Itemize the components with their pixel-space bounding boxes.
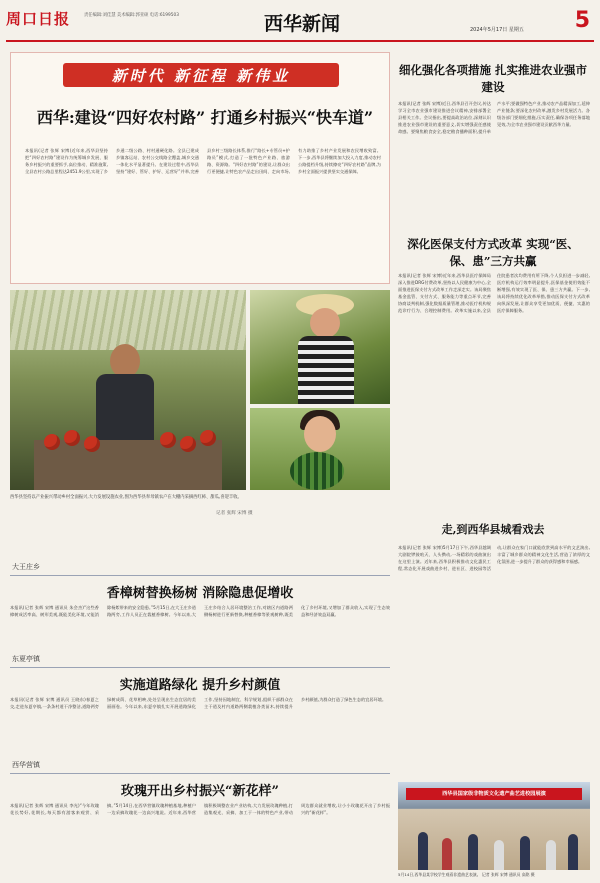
tomato [84,436,100,452]
section-label-dongxiating: 东夏亭镇 [12,655,40,663]
issue-date: 2024年5月17日 星期五 [470,27,524,33]
headline-camphor-trees: 香樟树替换杨树 消除隐患促增收 [106,586,294,601]
lead-story [10,52,390,284]
student [468,834,478,870]
story-headline-opera: 走,到西华县城看戏去 [441,523,545,536]
tomato [180,436,196,452]
photo-caption: 西华县坚持以产业振兴带动乡村全面振兴,大力发展设施农业,图为西华县奉母镇农户在大棚内采摘西红柿、甜瓜,喜迎丰收。 [10,495,242,500]
farmer-head [110,344,140,378]
bottom-photo-caption: 5月14日,西华县某学校学生观看非遗曲艺表演。 记者 张辉 宋博 通讯员 高铭 摄 [398,872,535,877]
story-headline-medical-insurance: 深化医保支付方式改革 实现“医、保、患”三方共赢 [407,237,579,268]
story-body-opera: 本报讯(记者 张辉 宋博)5月17日下午,西华县越调大剧院锣鼓喧天、人头攒动,一场精彩的戏曲演出在这里上演。近年来,西华县积极推动文化惠民工程,常态化开展戏曲进乡村、进社区、进校园等活动,让群众在家门口就能欣赏到高水平的文艺演出,丰富了城乡群众的精神文化生活,营造了浓厚的文化氛围,进一步提升了群众的获得感和幸福感。 [398,545,590,572]
photo-woman-harvest [250,290,390,404]
photo-girl-melon [250,408,390,490]
section-title: 西华新闻 [264,13,341,35]
section-divider [10,667,390,668]
greenhouse-roof [10,290,246,350]
body-road-greening: 本报讯(记者 张辉 宋博 通讯员 王晓东)春夏之交,走进东夏亭镇,一条条村道干净整洁,道路两旁绿树成荫、花草相映,处处呈现出生态宜居的美丽画卷。今年以来,东夏亭镇扎实开展道路绿化工作,坚持因地制宜、科学规划,组织干部群众在主干道及村内道路两侧栽植各类苗木,持续提升乡村颜值,为群众打造了绿色生态的宜居环境。 [10,697,387,710]
watermelon [290,452,344,490]
event-banner-text: 西华县国家级非物质文化遗产曲艺进校园展演 [442,791,546,797]
section-label-xihuaying: 西华营镇 [12,761,40,769]
photo-collage [10,290,390,518]
event-banner [406,788,582,800]
story-body-medical-insurance: 本报讯(记者 张辉 宋博)近年来,西华县医疗保障局深入推进DRG付费改革,坚持以人民健康为中心,全面推进医保支付方式改革工作走深走实。该局聚焦基金监管、支付方式、服务能力等重点环节,完善协商谈判机制,强化数据质量管理,推动医疗机构规范诊疗行为、合理控制费用。改革实施以来,全县住院患者次均费用有所下降,个人负担进一步减轻,医疗机构运行效率明显提升,医保基金使用效能不断增强,有效实现了医、保、患三方共赢。下一步,该局将持续优化改革举措,推动医保支付方式改革向纵深发展,让群众享受更加优质、便捷、实惠的医疗保障服务。 [398,273,590,314]
body-camphor-trees: 本报讯(记者 张辉 宋博 通讯员 朱会杰)“这些香樟树成活率高、树形美观,既能美化环境,又能消除杨絮带来的安全隐患。”5月15日,在大王庄乡道路两旁,工作人员正在栽植香樟树。今年以来,大王庄乡结合人居环境整治工作,对辖区内道路两侧杨树进行更新替换,种植香樟等景观树种,既美化了乡村环境,又增加了群众收入,实现了生态效益和经济效益双赢。 [10,605,390,618]
farmer-figure [92,344,158,448]
photo-farmer-tomatoes [10,290,246,490]
masthead [6,6,594,42]
woman-striped-shirt [298,336,354,404]
tomato [160,432,176,448]
farmer-body [96,374,154,448]
student [520,836,530,870]
section-label-dawangzhuang: 大王庄乡 [12,563,40,571]
student [494,840,504,870]
photo-school-performance [398,782,590,870]
headline-road-greening: 实施道路绿化 提升乡村颜值 [119,678,281,693]
tomato [44,434,60,450]
headline-roses: 玫瑰开出乡村振兴“新花样” [121,784,279,799]
newspaper-logo: 周口日报 [6,10,71,28]
tomato [64,430,80,446]
photo-credit: 记者 张辉 宋博 摄 [216,511,253,516]
girl-face [304,416,336,452]
lead-body: 本报讯(记者 张辉 宋博)近年来,西华县坚持把“四好农村路”建设作为统筹城乡发展、服务乡村振兴的重要抓手,高位推动、精准施策,全县农村公路总里程达2451.9公里,实现了乡乡通二级公路、村村通硬化路。全县已建成乡镇客运站、农村公交线路全覆盖,城乡交通一体化水平显著提升。在建设过程中,西华县坚持“建好、管好、护好、运营好”并举,完善县乡村三级路长体系,推行“路长+专管员+护路员”模式,打造了一批特色产业路、旅游路、资源路。“四好农村路”的建设,让群众出行更便捷,让特色农产品走出田间、走向市场,有力助推了乡村产业发展和农民增收致富。下一步,西华县将继续加大投入力度,推动农村公路提档升级,持续擦亮“四好农村路”品牌,为乡村全面振兴提供坚实交通保障。 [25,148,381,175]
lead-headline: 西华:建设“四好农村路” 打通乡村振兴“快车道” [36,108,374,127]
student [568,834,578,870]
editor-info: 责任编辑:刘佳慧 美术编辑:郭亚硕 电话:6199503 [84,13,179,18]
section-divider [10,575,390,576]
woman-face [310,308,340,338]
performer [418,832,428,870]
student [546,840,556,870]
tomato [200,430,216,446]
body-roses: 本报讯(记者 张辉 宋博 通讯员 李光)“今年玫瑰花长势好,花期长,每天都有游客来观赏、采摘。”5月14日,在西华营镇玫瑰种植基地,种植户一边采摘玫瑰花一边高兴地说。近年来,西华营镇积极调整农业产业结构,大力发展玫瑰种植,打造集观光、采摘、加工于一体的特色产业,带动周边群众就业增收,让小小玫瑰花开出了乡村振兴的“新花样”。 [10,803,390,816]
banner-text: 新时代 新征程 新伟业 [111,67,291,85]
page-number: 5 [574,8,590,33]
story-body-agriculture: 本报讯(记者 张辉 宋博)近日,西华县召开会议,传达学习全市农业强市建设推进会议精神,安排部署全县相关工作。会议指出,要提高政治站位,深刻认识推进农业强市建设的重要意义,切实增强责任感使命感。要聚焦粮食安全,稳定粮食播种面积,提升单产水平;要做强特色产业,推动农产品精深加工,延伸产业链条;要深化农村改革,激发乡村发展活力。各级各部门要细化措施,压实责任,确保各项任务落地见效,为全市农业强市建设贡献西华力量。 [398,101,590,135]
lead-banner [63,63,339,87]
story-headline-agriculture: 细化强化各项措施 扎实推进农业强市建设 [398,63,587,94]
section-divider [10,773,390,774]
performer [442,838,452,870]
